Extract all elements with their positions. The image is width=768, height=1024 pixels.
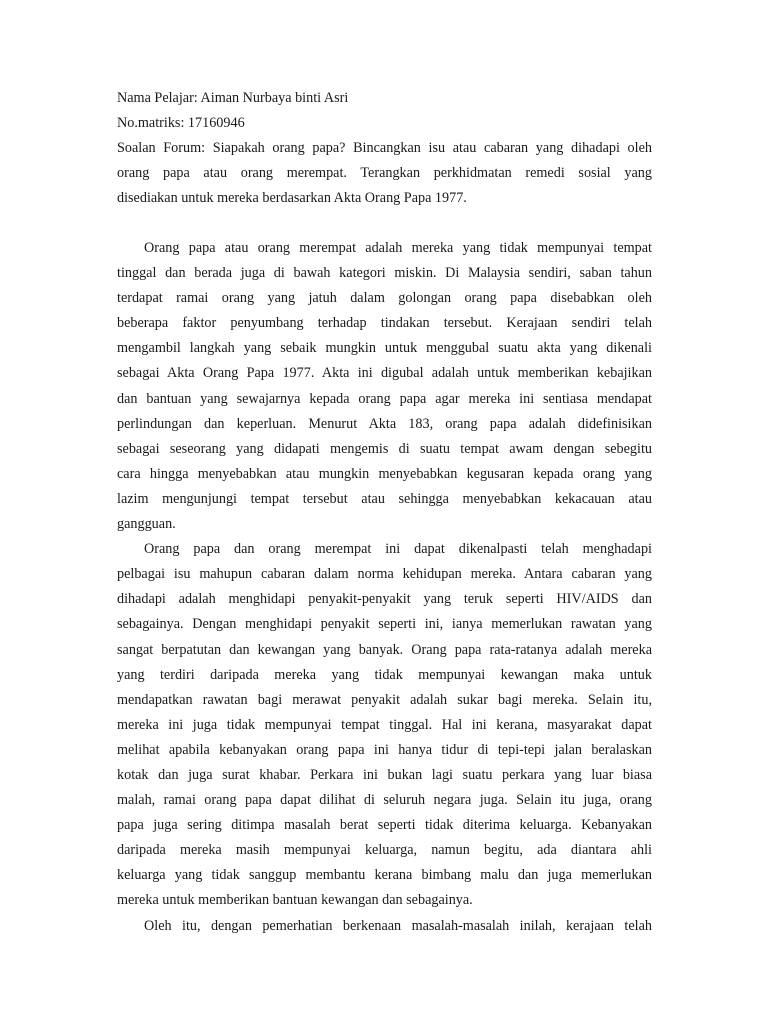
question-line: Soalan Forum: Siapakah orang papa? Bincangkan isu atau cabaran yang dihadapi oleh	[117, 140, 652, 156]
document-page	[117, 86, 652, 939]
forum-question	[117, 136, 652, 211]
blank-line	[117, 211, 652, 236]
paragraph-line: mengambil langkah yang sebaik mungkin untuk menggubal suatu akta yang dikenali	[117, 340, 652, 357]
paragraph-line: yang terdiri daripada mereka yang tidak mempunyai kewangan maka untuk	[117, 666, 652, 683]
paragraph-line: dihadapi adalah menghidapi penyakit-penyakit yang teruk seperti HIV/AIDS dan	[117, 591, 652, 608]
paragraph-line: malah, ramai orang papa dapat dilihat di seluruh negara juga. Selain itu juga, orang	[117, 792, 652, 809]
paragraph-line: sebagai Akta Orang Papa 1977. Akta ini digubal adalah untuk memberikan kebajikan	[117, 365, 652, 382]
paragraph-3	[117, 914, 652, 939]
paragraph-line: lazim mengunjungi tempat tersebut atau sehingga menyebabkan kekacauan atau	[117, 490, 652, 507]
question-line: orang papa atau orang merempat. Terangkan perkhidmatan remedi sosial yang	[117, 165, 652, 181]
paragraph-line: melihat apabila kebanyakan orang papa ini hanya tidur di tepi-tepi jalan beralaskan	[117, 741, 652, 758]
paragraph-line: tinggal dan berada juga di bawah kategori miskin. Di Malaysia sendiri, saban tahun	[117, 265, 652, 282]
paragraph-line: pelbagai isu mahupun cabaran dalam norma kehidupan mereka. Antara cabaran yang	[117, 566, 652, 583]
paragraph-line: terdapat ramai orang yang jatuh dalam golongan orang papa disebabkan oleh	[117, 290, 652, 307]
student-name: Nama Pelajar: Aiman Nurbaya binti Asri	[117, 90, 349, 106]
paragraph-line: Orang papa atau orang merempat adalah mereka yang tidak mempunyai tempat	[144, 240, 652, 256]
paragraph-line: sebagai seseorang yang didapati mengemis di suatu tempat awam dengan sebegitu	[117, 440, 652, 457]
paragraph-2	[117, 537, 652, 913]
paragraph-line: Oleh itu, dengan pemerhatian berkenaan masalah-masalah inilah, kerajaan telah	[144, 917, 652, 934]
paragraph-line: cara hingga menyebabkan atau mungkin menyebabkan kegusaran kepada orang yang	[117, 465, 652, 482]
paragraph-1	[117, 236, 652, 537]
paragraph-line: keluarga yang tidak sanggup membantu kerana bimbang malu dan juga memerlukan	[117, 867, 652, 884]
paragraph-line: beberapa faktor penyumbang terhadap tindakan tersebut. Kerajaan sendiri telah	[117, 315, 652, 332]
paragraph-line: perlindungan dan keperluan. Menurut Akta 183, orang papa adalah didefinisikan	[117, 415, 652, 432]
matric-number: No.matriks: 17160946	[117, 115, 245, 131]
paragraph-line: papa juga sering ditimpa masalah berat seperti tidak diterima keluarga. Kebanyakan	[117, 817, 652, 834]
paragraph-line: kotak dan juga surat khabar. Perkara ini bukan lagi suatu perkara yang luar biasa	[117, 766, 652, 783]
paragraph-line: mendapatkan rawatan bagi merawat penyakit adalah sukar bagi mereka. Selain itu,	[117, 691, 652, 708]
paragraph-line: sebagainya. Dengan menghidapi penyakit seperti ini, ianya memerlukan rawatan yang	[117, 616, 652, 633]
paragraph-line: mereka untuk memberikan bantuan kewangan dan sebagainya.	[117, 892, 473, 909]
paragraph-line: sangat berpatutan dan kewangan yang banyak. Orang papa rata-ratanya adalah mereka	[117, 641, 652, 658]
paragraph-line: mereka ini juga tidak mempunyai tempat tinggal. Hal ini kerana, masyarakat dapat	[117, 716, 652, 733]
paragraph-line: gangguan.	[117, 516, 176, 533]
question-line: disediakan untuk mereka berdasarkan Akta Orang Papa 1977.	[117, 190, 467, 206]
paragraph-line: Orang papa dan orang merempat ini dapat dikenalpasti telah menghadapi	[144, 541, 652, 558]
paragraph-line: daripada mereka masih mempunyai keluarga, namun begitu, ada diantara ahli	[117, 842, 652, 859]
paragraph-line: dan bantuan yang sewajarnya kepada orang papa agar mereka ini sentiasa mendapat	[117, 390, 652, 407]
